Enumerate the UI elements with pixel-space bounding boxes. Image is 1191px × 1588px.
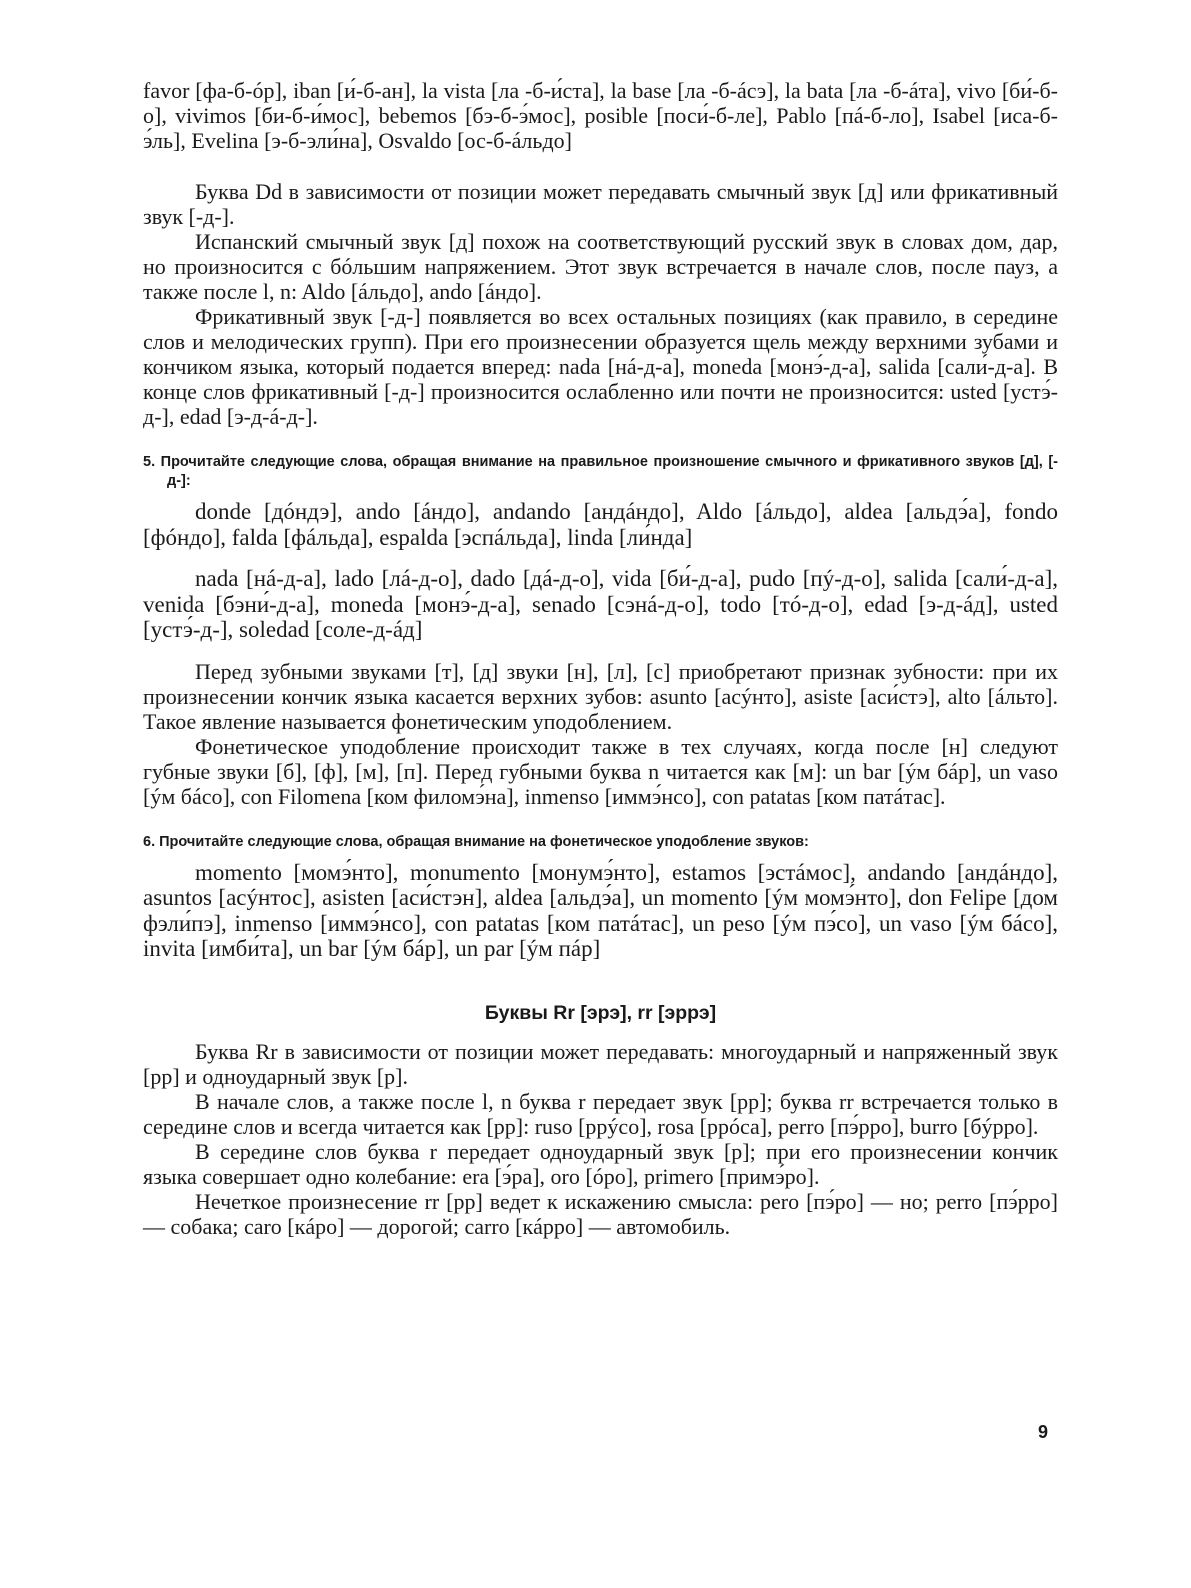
- exercise-6-words: momento [момэ́нто], monumento [монумэ́нто], estamos [эстáмос], andando [андáндо], asuntos [асýнтос], asisten [аси́стэн], aldea [альдэ́а], un momento [ýм момэ́нто], don Felipe [дом фэли́пэ], inmenso [иммэ́нсо], con patatas [ком патáтас], un peso [ýм пэ́со], un vaso [ýм бáсо], invita [имби́та], un bar [ýм бáр], un par [ýм пáр]: [143, 859, 1058, 961]
- stop-sound-paragraph: Испанский смычный звук [д] похож на соответствующий русский звук в словах дом, дар, но произносится с бóльшим напряжением. Этот звук встречается в начале слов, после пауз, а также после l, n: Aldo [áльдо], ando [áндо].: [143, 229, 1058, 304]
- letter-rr-initial-paragraph: В начале слов, а также после l, n буква r передает звук [рр]; буква rr встречается только в середине слов и всегда читается как [рр]: ruso [ррýсо], rosa [ррóса], perro [пэ́рро], burro [бýрро].: [143, 1088, 1058, 1139]
- labial-assimilation-paragraph: Фонетическое уподобление происходит также в тех случаях, когда после [н] следуют губные звуки [б], [ф], [м], [п]. Перед губными буква n читается как [м]: un bar [ýм бáр], un vaso [ýм бáсо], con Filomena [ком филомэ́на], inmenso [иммэ́нсо], con patatas [ком патáтас].: [143, 733, 1058, 809]
- letter-r-intro-paragraph: Буква Rr в зависимости от позиции может передавать: многоударный и напряженный звук [рр] и одноударный звук [р].: [143, 1038, 1058, 1089]
- section-heading-letter-r: Буквы Rr [эрэ], rr [эррэ]: [484, 1001, 717, 1024]
- page-number: 9: [1038, 1422, 1049, 1442]
- textbook-page: [143, 78, 1058, 1239]
- exercise-5-instruction: 5. Прочитайте следующие слова, обращая внимание на правильное произношение смычного и фрикативного звуков [д], [-д-]:: [143, 454, 1058, 489]
- letter-d-intro-paragraph: Буква Dd в зависимости от позиции может передавать смычный звук [д] или фрикативный звук [-д-].: [143, 179, 1058, 229]
- letter-r-middle-paragraph: В середине слов буква r передает одноударный звук [р]; при его произнесении кончик языка совершает одно колебание: era [э́ра], oro [óро], primero [примэ́ро].: [143, 1138, 1058, 1189]
- exercise-5-words-stop: donde [дóндэ], ando [áндо], andando [андáндо], Aldo [áльдо], aldea [альдэ́а], fondo [фóндо], falda [фáльда], espalda [эспáльда], linda [ли́нда]: [143, 499, 1058, 550]
- exercise-6-instruction: 6. Прочитайте следующие слова, обращая внимание на фонетическое уподобление звуков:: [143, 833, 809, 850]
- letter-b-examples: favor [фа-б-óр], iban [и́-б-ан], la vista [ла -б-и́ста], la base [ла -б-áсэ], la bata [ла -б-áта], vivo [би́-б-о], vivimos [би-б-и́мос], bebemos [бэ-б-э́мос], posible [поси́-б-ле], Pablo [пá-б-ло], Isabel [иса-б-э́ль], Evelina [э-б-эли́на], Osvaldo [ос-б-áльдо]: [143, 78, 1058, 153]
- dental-assimilation-paragraph: Перед зубными звуками [т], [д] звуки [н], [л], [с] приобретают признак зубности: при их произнесении кончик языка касается верхних зубов: asunto [асýнто], asiste [аси́стэ], alto [áльто]. Такое явление называется фонетическим уподоблением.: [143, 658, 1058, 734]
- letter-rr-warning-paragraph: Нечеткое произнесение rr [рр] ведет к искажению смысла: pero [пэ́ро] — но; perro [пэ́рро] — собака; caro [кáро] — дорогой; carro [кáрро] — автомобиль.: [143, 1188, 1058, 1239]
- exercise-5-words-fricative: nada [нá-д-а], lado [лá-д-о], dado [дá-д-о], vida [би́-д-а], pudo [пý-д-о], salida [сали́-д-а], venida [бэни́-д-а], moneda [монэ́-д-а], senado [сэнá-д-о], todo [тó-д-о], edad [э-д-áд], usted [устэ́-д-], soledad [соле-д-áд]: [143, 566, 1058, 642]
- fricative-sound-paragraph: Фрикативный звук [-д-] появляется во всех остальных позициях (как правило, в середине слов и мелодических групп). При его произнесении образуется щель между верхними зубами и кончиком языка, который подается вперед: nada [нá-д-а], moneda [монэ́-д-а], salida [сали́-д-а]. В конце слов фрикативный [-д-] произносится ослабленно или почти не произносится: usted [устэ́-д-], edad [э-д-á-д-].: [143, 304, 1058, 429]
